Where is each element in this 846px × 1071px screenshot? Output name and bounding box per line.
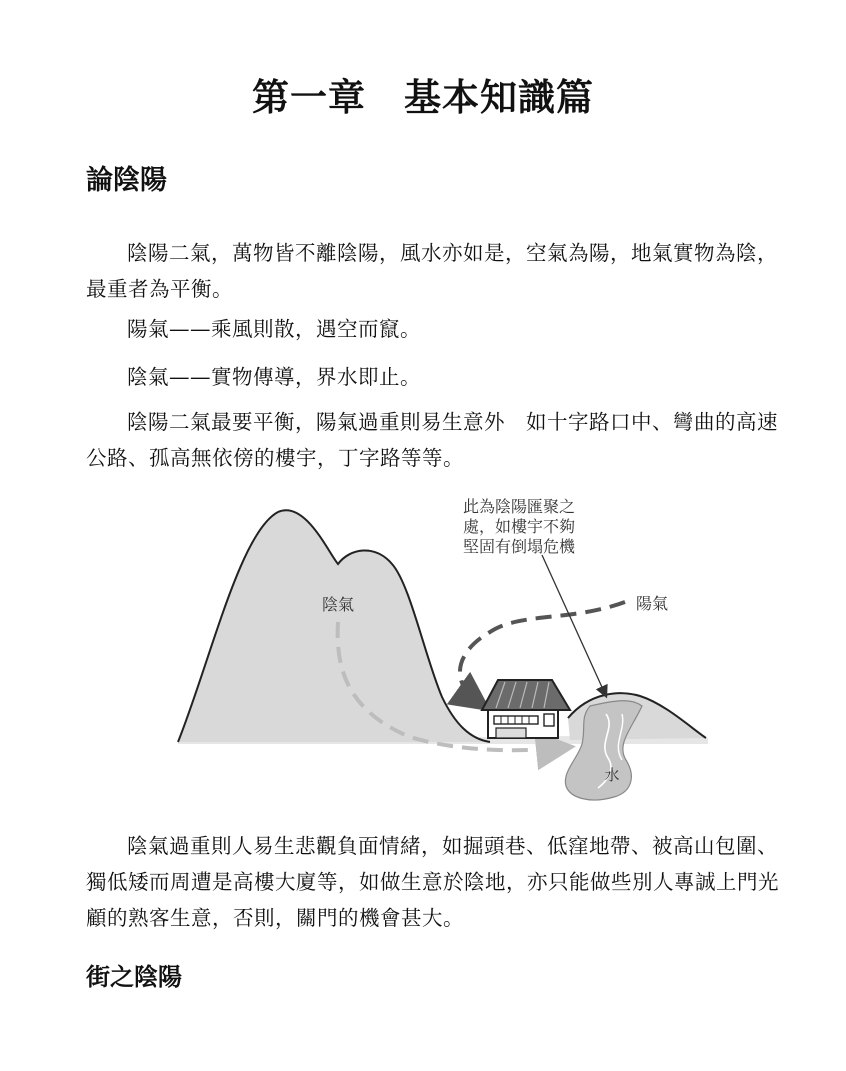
yin-qi-label: 陰氣 [321, 595, 355, 614]
callout-line-2: 處，如樓宇不夠 [463, 517, 576, 536]
illustration-svg [170, 492, 715, 805]
callout-line-3: 堅固有倒塌危機 [463, 537, 576, 556]
paragraph-yin-qi: 陰氣——實物傳導，界水即止。 [127, 365, 421, 389]
paragraph-balance: 陰陽二氣最要平衡，陽氣過重則易生意外 如十字路口中、彎曲的高速公路、孤高無依傍的樓宇，丁字路等等。 [86, 410, 778, 470]
paragraph-yinyang-intro: 陰陽二氣，萬物皆不離陰陽，風水亦如是，空氣為陽，地氣實物為陰，最重者為平衡。 [86, 241, 778, 301]
section-heading-street: 街之陰陽 [86, 963, 182, 991]
section-heading-yinyang: 論陰陽 [86, 165, 167, 196]
paragraph-yang-qi: 陽氣——乘風則散，遇空而竄。 [127, 317, 421, 341]
callout-pointer [542, 555, 606, 696]
yinyang-illustration [170, 492, 715, 805]
paragraph-yin-excess: 陰氣過重則人易生悲觀負面情緒，如掘頭巷、低窪地帶、被高山包圍、獨低矮而周遭是高樓大廈等，如做生意於陰地，亦只能做些別人專誠上門光顧的熟客生意，否則，關門的機會甚大。 [86, 834, 779, 930]
water-label: 水 [604, 766, 620, 784]
mountain-yin [178, 510, 490, 742]
yang-qi-label: 陽氣 [635, 594, 669, 613]
callout-line-1: 此為陰陽匯聚之 [463, 497, 576, 516]
chapter-title: 第一章 基本知識篇 [252, 76, 594, 119]
house-icon [482, 680, 570, 738]
